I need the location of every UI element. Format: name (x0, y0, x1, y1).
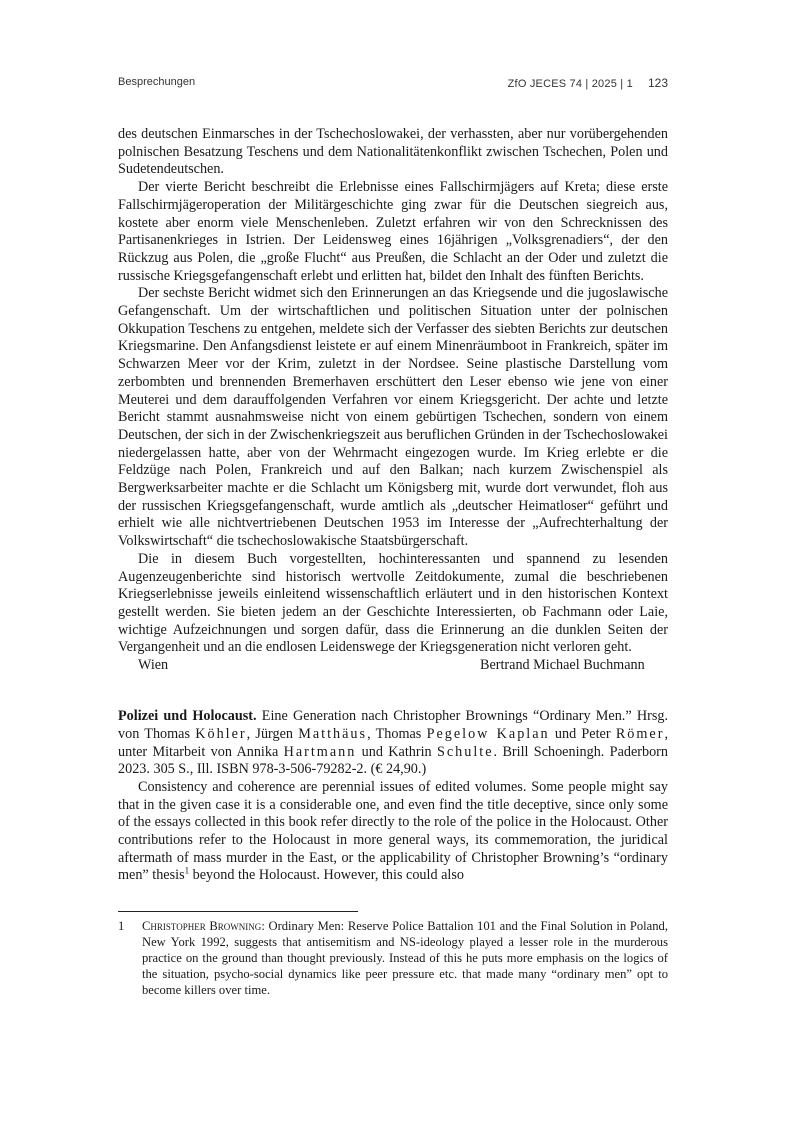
footnote-separator (118, 911, 358, 912)
signature-author: Bertrand Michael Buchmann (480, 657, 645, 674)
editor-name: Hartmann (283, 743, 357, 760)
editor-name: Pegelow Kaplan (426, 725, 550, 742)
text-fragment: Consistency and coherence are perennial issues of edited volumes. Some people might say that in the given case it is a considerable one, and even find the title deceptive, since only some of the essays collected in this book refer directly to the role of the police in the Holocaust. Other contributions refer to the Holocaust in more general ways, its commemoration, the juridical aftermath of mass murder in the East, or the applicability of Christopher Browning’s “ordinary men” thesis (118, 778, 668, 884)
text-fragment: und Kathrin (356, 743, 437, 760)
editor-name: Köhler (195, 725, 247, 742)
text-fragment: : Ordinary Men: Reserve Police Battalion 101 and the Final Solution in Poland, New York 1992, suggests that antisemitism and NS-ideology played a lesser role in the murderous practice on the ground than thought previously. Instead of this he puts more emphasis on the logics of the situation, psycho-social dynamics like peer pressure etc. that made many “ordinary men” opt to become killers over time. (142, 919, 668, 998)
editor-name: Matthäus (298, 725, 368, 742)
journal-info (508, 76, 668, 90)
footnote (118, 918, 668, 998)
text-fragment: beyond the Holocaust. However, this could also (189, 867, 464, 884)
footnote-text (142, 918, 668, 998)
page-number: 123 (647, 76, 668, 90)
paragraph: des deutschen Einmarsches in der Tschechoslowakei, der verhassten, aber nur vorübergehenden polnischen Besatzung Teschens und dem Nationalitätenkonflikt zwischen Tschechen, Polen und Sudetendeutschen. (118, 126, 668, 178)
text-fragment: und Peter (549, 725, 616, 742)
review-title: Polizei und Holocaust. (118, 708, 257, 725)
running-header (118, 76, 668, 92)
editor-name: Römer (615, 725, 665, 742)
paragraph: Die in diesem Buch vorgestellten, hochinteressanten und spannend zu lesenden Augenzeugenberichte sind historisch wertvolle Zeitdokumente, zumal die beschriebenen Kriegserlebnisse jeweils einleitend wissenschaftlich erläutert und in den historischen Kontext gestellt werden. Sie bieten jedem an der Geschichte Interessierten, ob Fachmann oder Laie, wichtige Aufzeichnungen und sorgen dafür, dass die Erinnerung an die dunklen Seiten der Vergangenheit und an die endlosen Leidenswege der Kriegsgeneration nicht verloren geht. (118, 550, 668, 656)
paragraph (118, 779, 668, 885)
bibliographic-details: . Brill Schoeningh. Paderborn 2023. 305 S., Ill. ISBN 978-3-506-79282-2. (€ 24,90.) (118, 743, 668, 778)
main-text (118, 126, 668, 885)
review-bibliographic-entry (118, 708, 668, 779)
review-subtitle: Eine Generation nach Christopher Brownings “Ordinary Men.” Hrsg. von Thomas (118, 708, 668, 742)
text-fragment: , Jürgen (246, 725, 299, 742)
footnote-number: 1 (118, 919, 125, 933)
signature-place: Wien (138, 657, 169, 674)
journal-citation: ZfO JECES 74 | 2025 | 1 (507, 78, 633, 90)
text-fragment: , Thomas (367, 725, 427, 742)
paragraph: Der sechste Bericht widmet sich den Erinnerungen an das Kriegsende und die jugoslawische Gefangenschaft. Um der wirtschaftlichen und politischen Situation unter der polnischen Okkupation Teschens zu entgehen, meldete sich der Verfasser des siebten Berichts zur deutschen Kriegsmarine. Den Anfangsdienst leistete er auf einem Minenräumboot in Frankreich, später im Schwarzen Meer vor der Krim, zuletzt in der Nordsee. Seine plastische Darstellung vom zerbombten und brennenden Bremerhaven erschüttert den Leser ebenso wie jene von einer Meuterei und dem darauffolgenden Verfahren vor einem Kriegsgericht. Der achte und letzte Bericht stammt ausnahmsweise nicht von einem gebürtigen Tschechen, sondern von einem Deutschen, der sich in der Zwischenkriegszeit aus beruflichen Gründen in der Tschechoslowakei niedergelassen hatte, aber von der Wehrmacht eingezogen wurde. Im Krieg erlebte er die Feldzüge nach Polen, Frankreich und auf den Balkan; nach kurzem Zwischenspiel als Bergwerksarbeiter machte er die Schlacht um Königsberg mit, wurde dort verwundet, floh aus der russischen Kriegsgefangenschaft, wurde amtlich als „deutscher Heimatloser“ geführt und erhielt wie alle nichtvertriebenen Deutschen 1953 im Interesse der „Aufrechterhaltung der Volkswirtschaft“ die tschechoslowakische Staatsbürgerschaft. (118, 285, 668, 550)
review-signature (118, 657, 668, 675)
section-title: Besprechungen (118, 76, 196, 88)
text-fragment: , unter Mitarbeit von Annika (118, 725, 668, 760)
footnote-author: Christopher Browning (142, 919, 262, 933)
paragraph: Der vierte Bericht beschreibt die Erlebnisse eines Fallschirmjägers auf Kreta; diese erste Fallschirmjägeroperation der Militärgeschichte ging zwar für die Deutschen siegreich aus, kostete aber enorm viele Menschenleben. Zuletzt erfahren wir von den Schrecknissen des Partisanenkrieges in Istrien. Der Leidensweg eines 16jährigen „Volksgrenadiers“, der den Rückzug aus Polen, die „große Flucht“ aus Preußen, die Schlacht an der Oder und zuletzt die russische Kriegsgefangenschaft erlebt und erlitten hat, bildet den Inhalt des fünften Berichts. (118, 179, 668, 284)
editor-name: Schulte (436, 743, 494, 760)
footnote-reference[interactable]: 1 (184, 865, 190, 876)
